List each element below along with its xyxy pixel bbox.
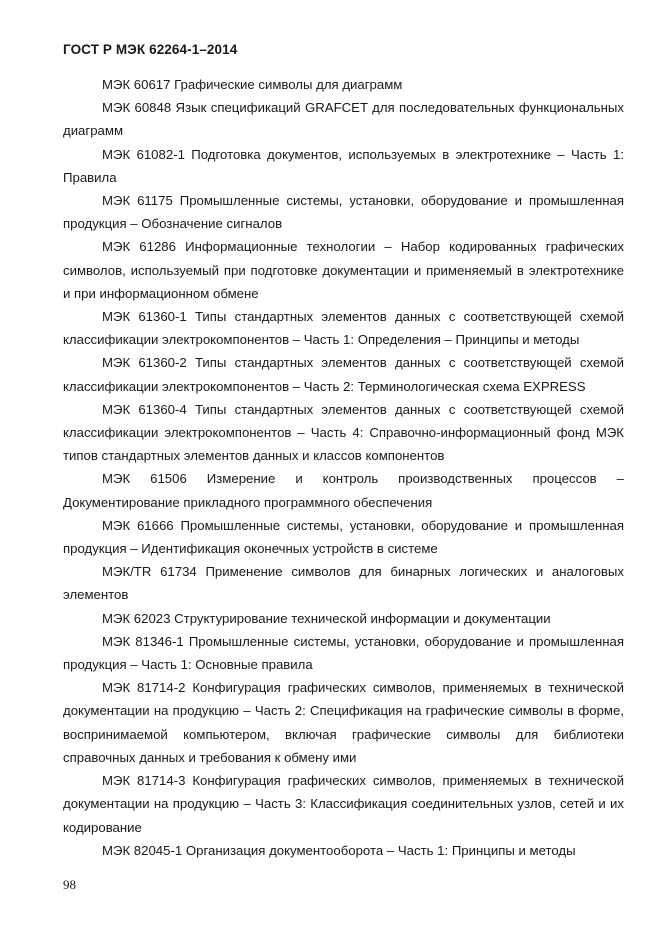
reference-entry: МЭК 61286 Информационные технологии – Набор кодированных графических символов, используемый при подготовке документации и применяемый в электротехнике и при информационном обмене: [63, 239, 624, 301]
reference-entry: МЭК 60848 Язык спецификаций GRAFCET для последовательных функциональных диаграмм: [63, 100, 624, 139]
page-number: 98: [63, 877, 76, 892]
reference-entry: МЭК 82045-1 Организация документооборота – Часть 1: Принципы и методы: [102, 842, 576, 858]
reference-entry: МЭК 61666 Промышленные системы, установки, оборудование и промышленная продукция – Идентификация оконечных устройств в системе: [63, 517, 624, 557]
reference-entry: МЭК/TR 61734 Применение символов для бинарных логических и аналоговых элементов: [63, 564, 624, 603]
reference-entry: МЭК 61082-1 Подготовка документов, используемых в электротехнике – Часть 1: Правила: [63, 146, 624, 185]
reference-entry: МЭК 61360-4 Типы стандартных элементов данных с соответствующей схемой классификации электрокомпонентов – Часть 4: Справочно-информационный фонд МЭК типов стандартных элементов данных и классов компонентов: [63, 401, 624, 464]
reference-entry: МЭК 81714-3 Конфигурация графических символов, применяемых в технической документации на продукцию – Часть 3: Классификация соединительных узлов, сетей и их кодирование: [63, 773, 624, 835]
reference-entry: МЭК 61360-1 Типы стандартных элементов данных с соответствующей схемой классификации электрокомпонентов – Часть 1: Определения – Принципы и методы: [63, 309, 624, 348]
reference-entry: МЭК 62023 Структурирование технической информации и документации: [102, 610, 551, 626]
reference-entry: МЭК 60617 Графические символы для диаграмм: [102, 77, 403, 92]
document-header: ГОСТ Р МЭК 62264-1–2014: [63, 42, 238, 57]
reference-entry: МЭК 61175 Промышленные системы, установки, оборудование и промышленная продукция – Обозначение сигналов: [63, 193, 624, 232]
reference-entry: МЭК 61360-2 Типы стандартных элементов данных с соответствующей схемой классификации электрокомпонентов – Часть 2: Терминологическая схема EXPRESS: [63, 355, 624, 394]
reference-list: [63, 73, 624, 862]
reference-entry: МЭК 81346-1 Промышленные системы, установки, оборудование и промышленная продукция – Часть 1: Основные правила: [63, 633, 624, 673]
reference-entry: МЭК 81714-2 Конфигурация графических символов, применяемых в технической документации на продукцию – Часть 2: Спецификация на графические символы в форме, воспринимаемой компьютером, включая графические символы для библиотеки справочных данных и требования к обмену ими: [63, 680, 624, 765]
reference-entry: МЭК 61506 Измерение и контроль производственных процессов – Документирование прикладного программного обеспечения: [63, 471, 624, 510]
